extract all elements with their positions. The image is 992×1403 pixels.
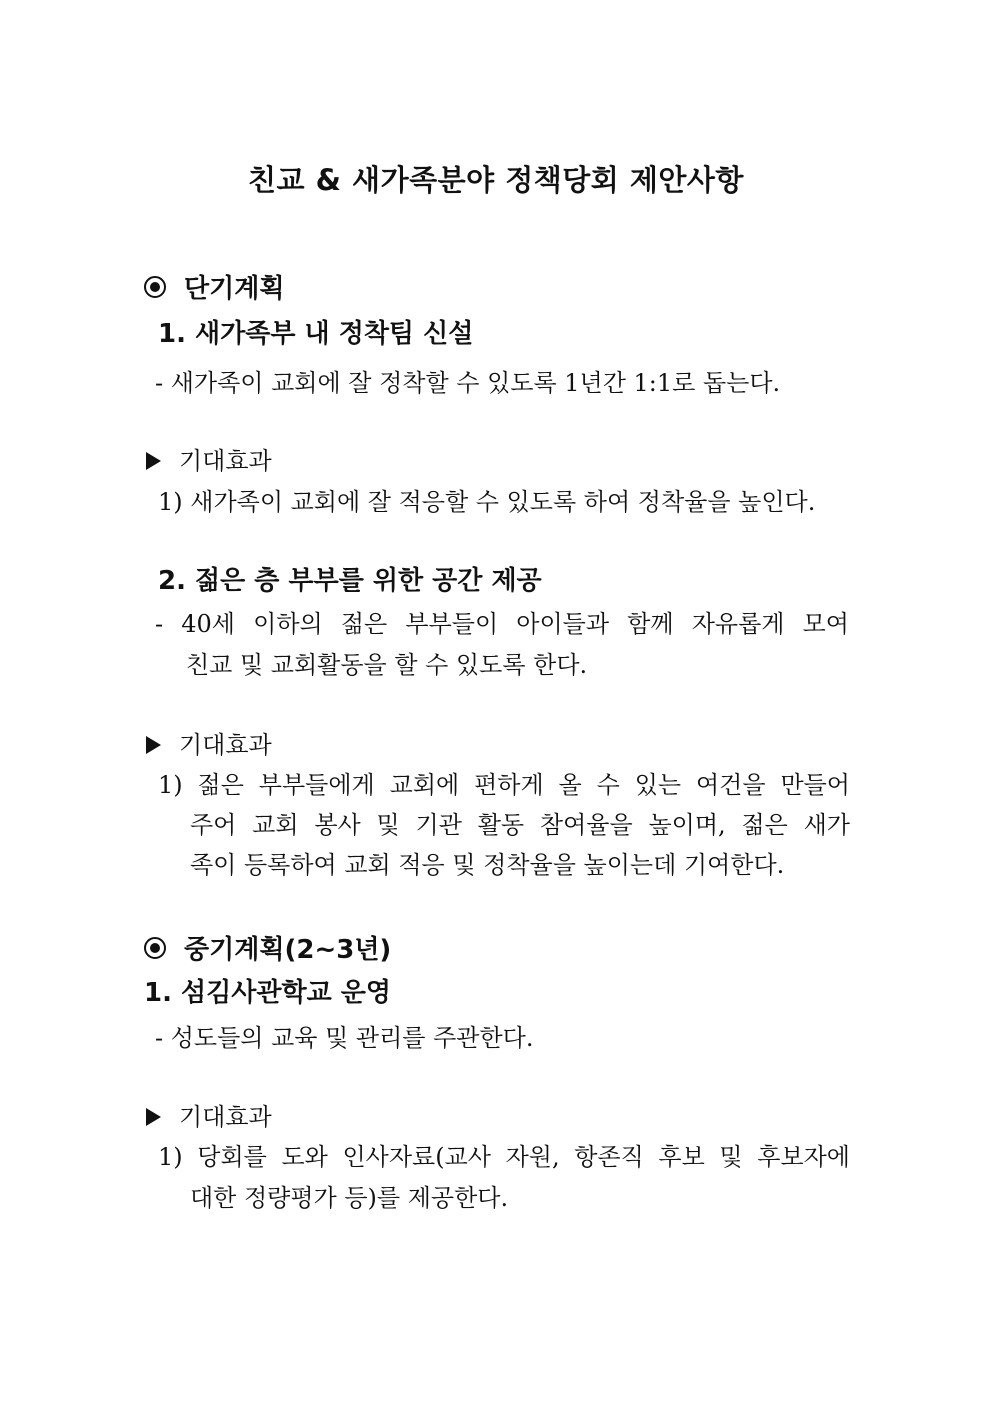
item-title: 1. 새가족부 내 정착팀 신설 (158, 319, 474, 349)
page-title: 친교 & 새가족분야 정책당회 제안사항 (248, 163, 744, 197)
circle-bullet-icon (144, 937, 166, 959)
triangle-bullet-icon (146, 736, 161, 754)
item-description-cont: 친교 및 교회활동을 할 수 있도록 한다. (186, 651, 588, 679)
section-heading-mid-term (144, 929, 391, 966)
effect-item-cont: 족이 등록하여 교회 적응 및 정착율을 높이는데 기여한다. (190, 851, 785, 879)
effect-item: 1) 젊은 부부들에게 교회에 편하게 올 수 있는 여건을 만들어 (158, 771, 850, 799)
effect-item-cont: 대한 정량평가 등)를 제공한다. (190, 1184, 509, 1212)
triangle-bullet-icon (146, 452, 161, 470)
circle-bullet-icon (144, 276, 166, 298)
item-title: 1. 섬김사관학교 운영 (144, 978, 391, 1008)
item-title: 2. 젊은 층 부부를 위한 공간 제공 (158, 566, 542, 596)
triangle-bullet-icon (146, 1108, 161, 1126)
effect-label: 기대효과 (146, 1097, 272, 1132)
item-description: - 성도들의 교육 및 관리를 주관한다. (155, 1024, 534, 1052)
effect-item-cont: 주어 교회 봉사 및 기관 활동 참여율을 높이며, 젊은 새가 (190, 811, 850, 839)
item-description: - 새가족이 교회에 잘 정착할 수 있도록 1년간 1:1로 돕는다. (155, 369, 781, 397)
effect-item: 1) 당회를 도와 인사자료(교사 자원, 항존직 후보 및 후보자에 (158, 1143, 850, 1171)
section-heading-short-term (144, 268, 284, 305)
section-heading-text: 중기계획(2~3년) (184, 935, 392, 965)
effect-item: 1) 새가족이 교회에 잘 적응할 수 있도록 하여 정착율을 높인다. (158, 488, 816, 516)
effect-label: 기대효과 (146, 725, 272, 760)
section-heading-text: 단기계획 (184, 274, 285, 304)
effect-label: 기대효과 (146, 441, 272, 476)
item-description: - 40세 이하의 젊은 부부들이 아이들과 함께 자유롭게 모여 (155, 610, 849, 638)
